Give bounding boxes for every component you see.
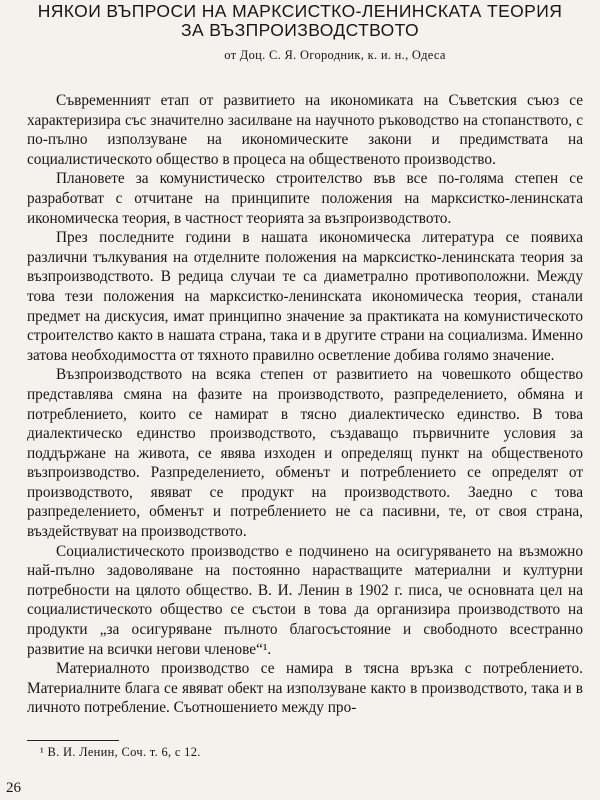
- paragraph-6: Материалното производство се намира в тясна връзка с потреблението. Материалните блага се явяват обект на използуване както в производството, така и в личното потребление. Съотношението между про-: [27, 660, 583, 717]
- footnote: ¹ В. И. Ленин, Соч. т. 6, с 12.: [40, 745, 201, 759]
- article-body: [27, 91, 583, 718]
- author-byline: от Доц. С. Я. Огородник, к. и. н., Одеса: [224, 48, 446, 62]
- title-line-2: ЗА ВЪЗПРОИЗВОДСТВОТО: [181, 20, 419, 40]
- paragraph-2: Плановете за комунистическо строителство във все по-голяма степен се разработват с отчитане на принципите положения на марксистко-ленинската икономическа теория, в частност теорията за възпроизводството.: [27, 170, 583, 227]
- paragraph-5: Социалистическото производство е подчинено на осигуряването на възможно най-пълно задоволяване на постоянно нарастващите материални и културни потребности на цялото общество. В. И. Ленин в 1902 г. писа, че основната цел на социалистическото общество се състои в това да организира производството на продукти „за осигуряване пълното благосъстояние и свободното всестранно развитие на всички негови членове“¹.: [27, 542, 583, 658]
- paragraph-4: Възпроизводството на всяка степен от развитието на човешкото общество представлява смяна на фазите на производството, разпределението, обмяна и потреблението, които се намират в тясно диалектическо единство. В това диалектическо единство производството, създаващо първичните условия за поддържане на живота, се явява изходен и определящ пункт на общественото възпроизводство. Разпределението, обменът и потреблението се определят от производството, явяват се продукт на производството. Заедно с това разпределението, обменът и потреблението не са пасивни, те, от своя страна, въздействуват на производството.: [27, 366, 583, 541]
- article-title: [14, 2, 586, 40]
- paragraph-1: Съвременният етап от развитието на икономиката на Съветския съюз се характеризира със значително засилване на научното ръководство на стопанството, с по-пълно използуване на икономическите закони и предимствата на социалистическото общество в процеса на общественото производство.: [27, 92, 583, 168]
- title-line-1: НЯКОИ ВЪПРОСИ НА МАРКСИСТКО-ЛЕНИНСКАТА ТЕОРИЯ: [37, 1, 563, 21]
- footnote-divider: [27, 740, 119, 741]
- paragraph-3: През последните години в нашата икономическа литература се появиха различни тълкувания на отделните положения на марксистко-ленинската теория за възпроизводството. В редица случаи те са диаметрално противоположни. Между това тези положения на марксистко-ленинската икономическа теория, станали предмет на дискусия, имат принципно значение за практиката на комунистическото строителство както в нашата страна, така и в другите страни на социализма. Именно затова необходимостта от тяхното правилно осветление добива голямо значение.: [27, 229, 583, 364]
- page-number: 26: [6, 780, 21, 796]
